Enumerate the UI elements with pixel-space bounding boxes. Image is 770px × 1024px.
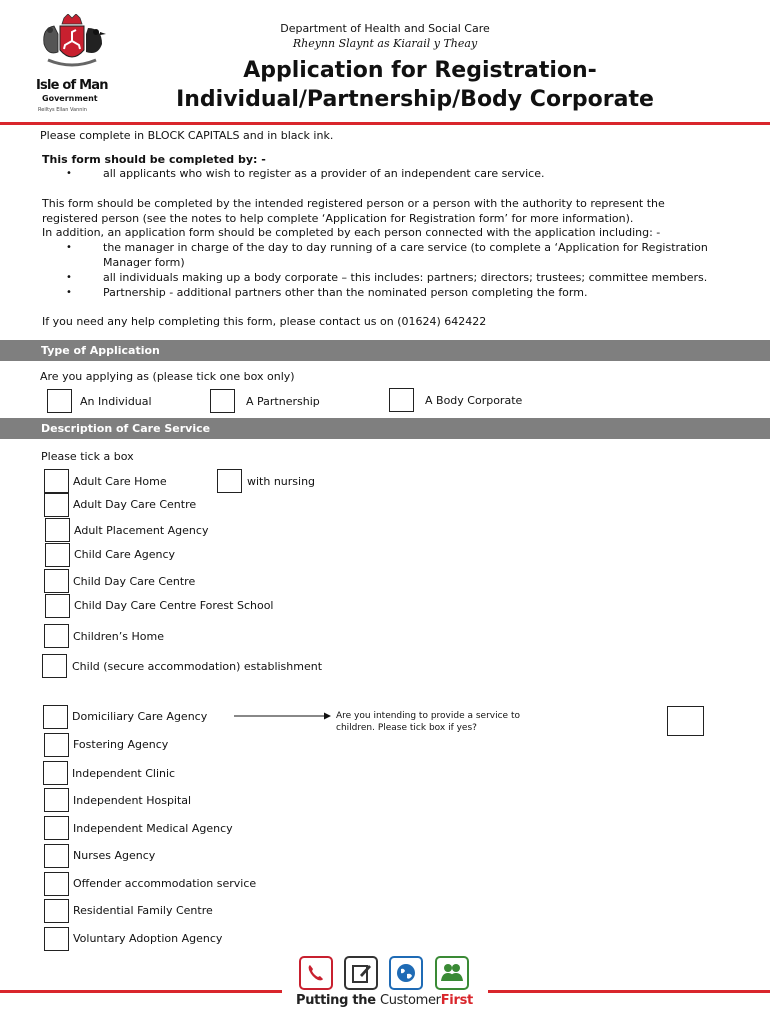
bullet-body-corporate: all individuals making up a body corporate – this includes: partners; directors; trustees; committee members. xyxy=(103,271,708,284)
label-independent-hospital: Independent Hospital xyxy=(73,794,192,807)
label-adult-care-home: Adult Care Home xyxy=(73,475,167,488)
arrow-right-icon xyxy=(234,711,332,721)
checkbox-offender-accommodation[interactable] xyxy=(44,872,69,896)
department-name-manx: Rheynn Slaynt as Kiarail y Theay xyxy=(292,37,478,50)
bullet-marker: • xyxy=(66,272,72,283)
bullet-manager-line2: Manager form) xyxy=(103,256,185,269)
intro-para-line3: In addition, an application form should be completed by each person connected with the application including: - xyxy=(42,226,661,239)
checkbox-child-secure-accommodation[interactable] xyxy=(42,654,67,678)
checkbox-individual[interactable] xyxy=(47,389,72,413)
checkbox-body-corporate[interactable] xyxy=(389,388,414,412)
label-child-day-care-forest-school: Child Day Care Centre Forest School xyxy=(74,599,274,612)
type-question: Are you applying as (please tick one box only) xyxy=(40,370,295,383)
label-independent-medical-agency: Independent Medical Agency xyxy=(73,822,233,835)
checkbox-independent-clinic[interactable] xyxy=(43,761,68,785)
bullet-marker: • xyxy=(66,287,72,298)
checkbox-adult-placement-agency[interactable] xyxy=(45,518,70,542)
page-title-line2: Individual/Partnership/Body Corporate xyxy=(176,87,654,112)
logo-line3: Reiltys Ellan Vannin xyxy=(38,107,87,113)
label-with-nursing: with nursing xyxy=(247,475,316,488)
label-child-day-care-centre: Child Day Care Centre xyxy=(73,575,196,588)
label-partnership: A Partnership xyxy=(246,395,320,408)
checkbox-with-nursing[interactable] xyxy=(217,469,242,493)
bullet-applicants: all applicants who wish to register as a provider of an independent care service. xyxy=(103,167,545,180)
footer-divider-left xyxy=(0,990,282,993)
children-service-note-line2: children. Please tick box if yes? xyxy=(336,723,477,733)
tagline-part2: Customer xyxy=(379,993,441,1008)
children-service-note-line1: Are you intending to provide a service to xyxy=(336,711,520,721)
checkbox-independent-medical-agency[interactable] xyxy=(44,816,69,840)
tagline-part3: First xyxy=(440,993,473,1008)
checkbox-nurses-agency[interactable] xyxy=(44,844,69,868)
bullet-partnership: Partnership - additional partners other than the nominated person completing the form. xyxy=(103,286,588,299)
section-description-of-care-service: Description of Care Service xyxy=(0,418,770,439)
label-fostering-agency: Fostering Agency xyxy=(73,738,169,751)
label-child-secure-accommodation: Child (secure accommodation) establishment xyxy=(72,660,323,673)
customer-first-icons xyxy=(299,956,471,990)
label-residential-family-centre: Residential Family Centre xyxy=(73,904,213,917)
bullet-manager-line1: the manager in charge of the day to day running of a care service (to complete a ‘Application for Registration xyxy=(103,241,708,254)
tagline-part1: Putting the xyxy=(296,993,380,1008)
globe-icon xyxy=(389,956,423,990)
label-childrens-home: Children’s Home xyxy=(73,630,164,643)
label-individual: An Individual xyxy=(80,395,152,408)
checkbox-voluntary-adoption-agency[interactable] xyxy=(44,927,69,951)
label-independent-clinic: Independent Clinic xyxy=(72,767,176,780)
label-child-care-agency: Child Care Agency xyxy=(74,548,176,561)
checkbox-childrens-home[interactable] xyxy=(44,624,69,648)
label-nurses-agency: Nurses Agency xyxy=(73,849,156,862)
intro-para-line2: registered person (see the notes to help complete ‘Application for Registration form’ for more information). xyxy=(42,212,634,225)
checkbox-child-care-agency[interactable] xyxy=(45,543,70,567)
footer-divider-right xyxy=(488,990,770,993)
checkbox-domiciliary-care-agency[interactable] xyxy=(43,705,68,729)
logo-line1: Isle of Man xyxy=(36,78,108,93)
header-divider xyxy=(0,122,770,125)
checkbox-adult-care-home[interactable] xyxy=(44,469,69,493)
completed-by-heading: This form should be completed by: - xyxy=(42,153,266,166)
bullet-marker: • xyxy=(66,168,72,179)
label-voluntary-adoption-agency: Voluntary Adoption Agency xyxy=(73,932,223,945)
intro-para-line1: This form should be completed by the intended registered person or a person with the authority to represent the xyxy=(42,197,665,210)
tick-instruction: Please tick a box xyxy=(41,450,134,463)
people-icon xyxy=(435,956,469,990)
checkbox-partnership[interactable] xyxy=(210,389,235,413)
checkbox-child-day-care-centre[interactable] xyxy=(44,569,69,593)
logo-line2: Government xyxy=(42,94,98,103)
checkbox-child-day-care-forest-school[interactable] xyxy=(45,594,70,618)
checkbox-adult-day-care-centre[interactable] xyxy=(44,493,69,517)
form-edit-icon xyxy=(344,956,378,990)
section-type-of-application: Type of Application xyxy=(0,340,770,361)
checkbox-residential-family-centre[interactable] xyxy=(44,899,69,923)
label-body-corporate: A Body Corporate xyxy=(425,394,523,407)
label-domiciliary-care-agency: Domiciliary Care Agency xyxy=(72,710,208,723)
block-capitals-note: Please complete in BLOCK CAPITALS and in black ink. xyxy=(40,129,334,142)
label-adult-placement-agency: Adult Placement Agency xyxy=(74,524,209,537)
checkbox-fostering-agency[interactable] xyxy=(44,733,69,757)
page-title-line1: Application for Registration- xyxy=(243,58,597,83)
customer-first-tagline xyxy=(296,993,473,1008)
contact-info: If you need any help completing this form, please contact us on (01624) 642422 xyxy=(42,315,487,328)
label-offender-accommodation: Offender accommodation service xyxy=(73,877,257,890)
bullet-marker: • xyxy=(66,242,72,253)
phone-icon xyxy=(299,956,333,990)
department-name: Department of Health and Social Care xyxy=(280,22,490,35)
checkbox-children-service[interactable] xyxy=(667,706,704,736)
label-adult-day-care-centre: Adult Day Care Centre xyxy=(73,498,197,511)
checkbox-independent-hospital[interactable] xyxy=(44,788,69,812)
